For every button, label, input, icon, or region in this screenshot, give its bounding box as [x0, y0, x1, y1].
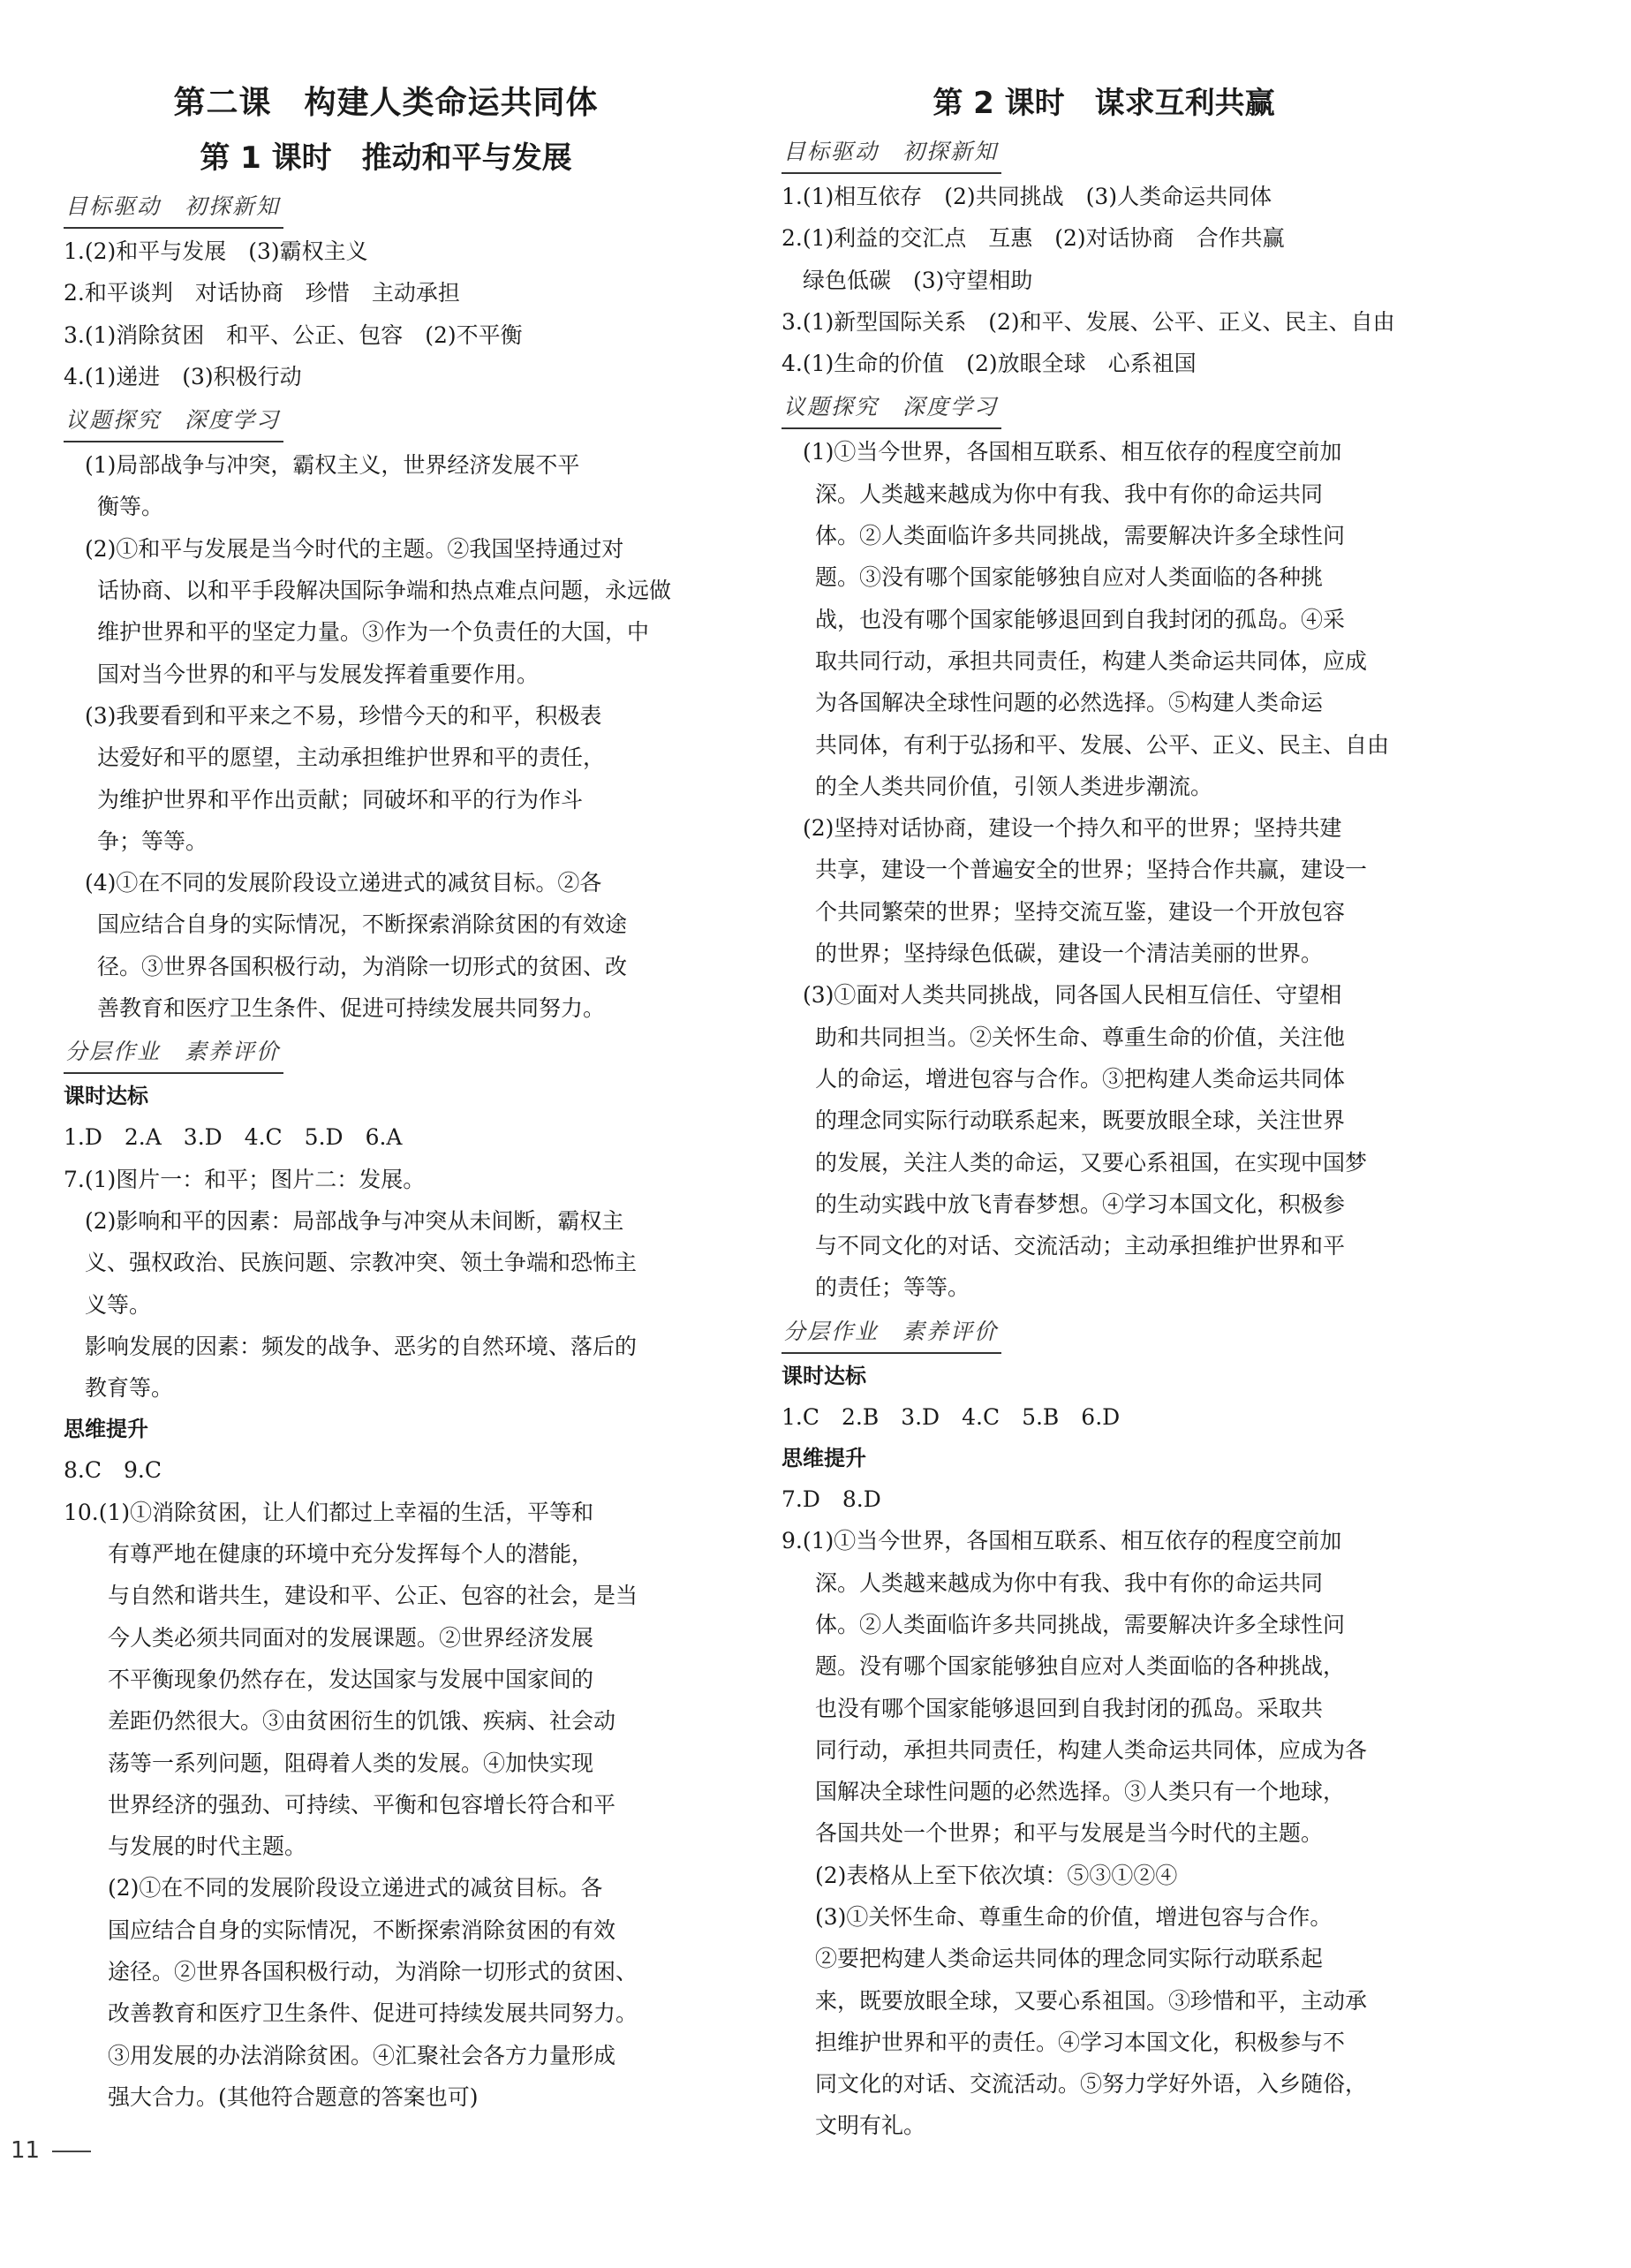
answer-line: 与发展的时代主题。: [108, 1833, 307, 1860]
answer-line: 题。③没有哪个国家能够独自应对人类面临的各种挑: [815, 564, 1324, 591]
answer-line: 今人类必须共同面对的发展课题。②世界经济发展: [108, 1624, 594, 1651]
answer-line: (1)①当今世界，各国相互联系、相互依存的程度空前加: [803, 439, 1342, 465]
answer-line: 同文化的对话、交流活动。⑤努力学好外语，入乡随俗，: [815, 2071, 1368, 2098]
answer-line: 同行动，承担共同责任，构建人类命运共同体，应成为各: [815, 1736, 1368, 1763]
subsection-thinking: 思维提升: [64, 1417, 148, 1442]
answer-line: (2)①和平与发展是当今时代的主题。②我国坚持通过对: [85, 535, 624, 562]
answer-line: 各国共处一个世界；和平与发展是当今时代的主题。: [815, 1820, 1324, 1847]
answer-line: 7.(1)图片一：和平；图片二：发展。: [64, 1166, 426, 1192]
answer-line: 绿色低碳 (3)守望相助: [803, 267, 1033, 293]
answer-line: (4)①在不同的发展阶段设立递进式的减贫目标。②各: [85, 870, 602, 896]
answer-line: 国应结合自身的实际情况，不断探索消除贫困的有效途: [97, 911, 628, 938]
answer-line: 助和共同担当。②关怀生命、尊重生命的价值，关注他: [815, 1024, 1346, 1050]
right-column: [782, 78, 1426, 2147]
answer-line: 的责任；等等。: [815, 1274, 970, 1301]
answer-line: 话协商、以和平手段解决国际争端和热点难点问题，永远做: [97, 578, 672, 604]
answer-line: 文明有礼。: [815, 2113, 926, 2139]
lesson-title: 第二课 构建人类命运共同体: [173, 85, 599, 121]
answer-line: 7.D 8.D: [782, 1486, 881, 1513]
answer-line: 差距仍然很大。③由贫困衍生的饥饿、疾病、社会动: [108, 1708, 616, 1735]
answer-line: 衡等。: [97, 494, 164, 520]
answer-line: 义、强权政治、民族问题、宗教冲突、领土争端和恐怖主: [85, 1250, 638, 1276]
answer-line: 世界经济的强劲、可持续、平衡和包容增长符合和平: [108, 1791, 616, 1818]
subsection-thinking: 思维提升: [782, 1446, 866, 1471]
answer-line: 2.和平谈判 对话协商 珍惜 主动承担: [64, 280, 460, 306]
answer-line: 题。没有哪个国家能够独自应对人类面临的各种挑战，: [815, 1653, 1346, 1680]
answer-line: 取共同行动，承担共同责任，构建人类命运共同体，应成: [815, 647, 1368, 674]
answer-line: 与自然和谐共生，建设和平、公正、包容的社会，是当: [108, 1583, 638, 1609]
section-homework-header: 分层作业 素养评价: [64, 1032, 283, 1074]
answer-line: 体。②人类面临许多共同挑战，需要解决许多全球性问: [815, 523, 1346, 549]
answer-line: 国应结合自身的实际情况，不断探索消除贫困的有效: [108, 1916, 616, 1943]
lesson-1-subtitle: 第 1 课时 推动和平与发展: [200, 140, 572, 176]
section-goal-header: 目标驱动 初探新知: [64, 187, 283, 229]
answer-line: 善教育和医疗卫生条件、促进可持续发展共同努力。: [97, 995, 606, 1022]
answer-line: (2)①在不同的发展阶段设立递进式的减贫目标。各: [108, 1875, 603, 1901]
subsection-lesson-target: 课时达标: [782, 1363, 866, 1388]
answer-line: 为维护世界和平作出贡献；同破坏和平的行为作斗: [97, 786, 584, 813]
answer-line: 的生动实践中放飞青春梦想。④学习本国文化，积极参: [815, 1191, 1346, 1217]
section-goal-header: 目标驱动 初探新知: [782, 132, 1001, 174]
answer-line: 的世界；坚持绿色低碳，建设一个清洁美丽的世界。: [815, 941, 1324, 967]
answer-line: 不平衡现象仍然存在，发达国家与发展中国家间的: [108, 1666, 594, 1692]
answer-line: 4.(1)递进 (3)积极行动: [64, 363, 302, 389]
answer-line: 的理念同实际行动联系起来，既要放眼全球，关注世界: [815, 1108, 1346, 1134]
answer-line: 担维护世界和平的责任。④学习本国文化，积极参与不: [815, 2029, 1346, 2055]
answer-line: 共享，建设一个普遍安全的世界；坚持合作共赢，建设一: [815, 857, 1368, 883]
answer-line: 途径。②世界各国积极行动，为消除一切形式的贫困、: [108, 1958, 638, 1984]
answer-line: 与不同文化的对话、交流活动；主动承担维护世界和平: [815, 1233, 1346, 1259]
subsection-lesson-target: 课时达标: [64, 1084, 148, 1109]
answer-line: 强大合力。(其他符合题意的答案也可): [108, 2083, 479, 2110]
page-footer: [11, 2137, 91, 2164]
answer-line: 人的命运，增进包容与合作。③把构建人类命运共同体: [815, 1065, 1346, 1092]
answer-line: 体。②人类面临许多共同挑战，需要解决许多全球性问: [815, 1611, 1346, 1637]
answer-line: (3)我要看到和平来之不易，珍惜今天的和平，积极表: [85, 702, 602, 729]
answer-line: (2)影响和平的因素：局部战争与冲突从未间断，霸权主: [85, 1207, 624, 1234]
answer-line: ③用发展的办法消除贫困。④汇聚社会各方力量形成: [108, 2042, 616, 2068]
answer-line: 1.(1)相互依存 (2)共同挑战 (3)人类命运共同体: [782, 184, 1272, 209]
footer-rule: [52, 2151, 91, 2152]
answer-line: 2.(1)利益的交汇点 互惠 (2)对话协商 合作共赢: [782, 225, 1285, 252]
answer-line: 个共同繁荣的世界；坚持交流互鉴，建设一个开放包容: [815, 898, 1346, 925]
answer-line: 共同体，有利于弘扬和平、发展、公平、正义、民主、自由: [815, 731, 1390, 758]
answer-line: 影响发展的因素：频发的战争、恶劣的自然环境、落后的: [85, 1333, 638, 1359]
answer-line: 为各国解决全球性问题的必然选择。⑤构建人类命运: [815, 690, 1324, 716]
answer-line: 8.C 9.C: [64, 1457, 162, 1484]
answer-line: 争；等等。: [97, 828, 208, 854]
answer-line: 1.D 2.A 3.D 4.C 5.D 6.A: [64, 1124, 403, 1151]
answer-line: 荡等一系列问题，阻碍着人类的发展。④加快实现: [108, 1750, 594, 1776]
answer-line: 来，既要放眼全球，又要心系祖国。③珍惜和平，主动承: [815, 1987, 1368, 2014]
page-number: 11: [11, 2137, 41, 2164]
left-column: [64, 78, 708, 2118]
answer-line: 1.C 2.B 3.D 4.C 5.B 6.D: [782, 1403, 1121, 1430]
answer-line: 9.(1)①当今世界，各国相互联系、相互依存的程度空前加: [782, 1528, 1342, 1554]
answer-line: 10.(1)①消除贫困，让人们都过上幸福的生活，平等和: [64, 1499, 594, 1525]
answer-line: 3.(1)新型国际关系 (2)和平、发展、公平、正义、民主、自由: [782, 308, 1395, 335]
answer-line: 深。人类越来越成为你中有我、我中有你的命运共同: [815, 480, 1324, 507]
answer-line: (3)①面对人类共同挑战，同各国人民相互信任、守望相: [803, 982, 1342, 1009]
answer-line: 义等。: [85, 1291, 152, 1318]
answer-line: 教育等。: [85, 1375, 174, 1402]
answer-line: 径。③世界各国积极行动，为消除一切形式的贫困、改: [97, 953, 628, 979]
answer-line: (3)①关怀生命、尊重生命的价值，增进包容与合作。: [815, 1903, 1333, 1930]
section-homework-header: 分层作业 素养评价: [782, 1312, 1001, 1354]
answer-line: ②要把构建人类命运共同体的理念同实际行动联系起: [815, 1946, 1324, 1972]
answer-line: 国解决全球性问题的必然选择。③人类只有一个地球，: [815, 1779, 1346, 1805]
answer-line: 的全人类共同价值，引领人类进步潮流。: [815, 773, 1213, 799]
answer-line: 维护世界和平的坚定力量。③作为一个负责任的大国，中: [97, 619, 650, 646]
answer-line: 也没有哪个国家能够退回到自我封闭的孤岛。采取共: [815, 1695, 1324, 1721]
answer-line: 达爱好和平的愿望，主动承担维护世界和平的责任，: [97, 745, 606, 771]
answer-line: (2)表格从上至下依次填：⑤③①②④: [815, 1862, 1178, 1888]
answer-line: 3.(1)消除贫困 和平、公正、包容 (2)不平衡: [64, 321, 523, 348]
answer-line: 改善教育和医疗卫生条件、促进可持续发展共同努力。: [108, 2000, 638, 2027]
answer-line: 1.(2)和平与发展 (3)霸权主义: [64, 238, 368, 264]
answer-line: 战，也没有哪个国家能够退回到自我封闭的孤岛。④采: [815, 606, 1346, 632]
answer-line: (2)坚持对话协商，建设一个持久和平的世界；坚持共建: [803, 815, 1342, 842]
answer-line: 国对当今世界的和平与发展发挥着重要作用。: [97, 661, 540, 687]
section-inquiry-header: 议题探究 深度学习: [782, 388, 1001, 429]
lesson-2-subtitle: 第 2 课时 谋求互利共赢: [933, 86, 1275, 121]
answer-line: 4.(1)生命的价值 (2)放眼全球 心系祖国: [782, 351, 1197, 377]
section-inquiry-header: 议题探究 深度学习: [64, 401, 283, 442]
answer-line: 有尊严地在健康的环境中充分发挥每个人的潜能，: [108, 1541, 594, 1568]
answer-line: (1)局部战争与冲突，霸权主义，世界经济发展不平: [85, 452, 580, 479]
answer-line: 的发展，关注人类的命运，又要心系祖国，在实现中国梦: [815, 1149, 1368, 1176]
answer-line: 深。人类越来越成为你中有我、我中有你的命运共同: [815, 1569, 1324, 1596]
